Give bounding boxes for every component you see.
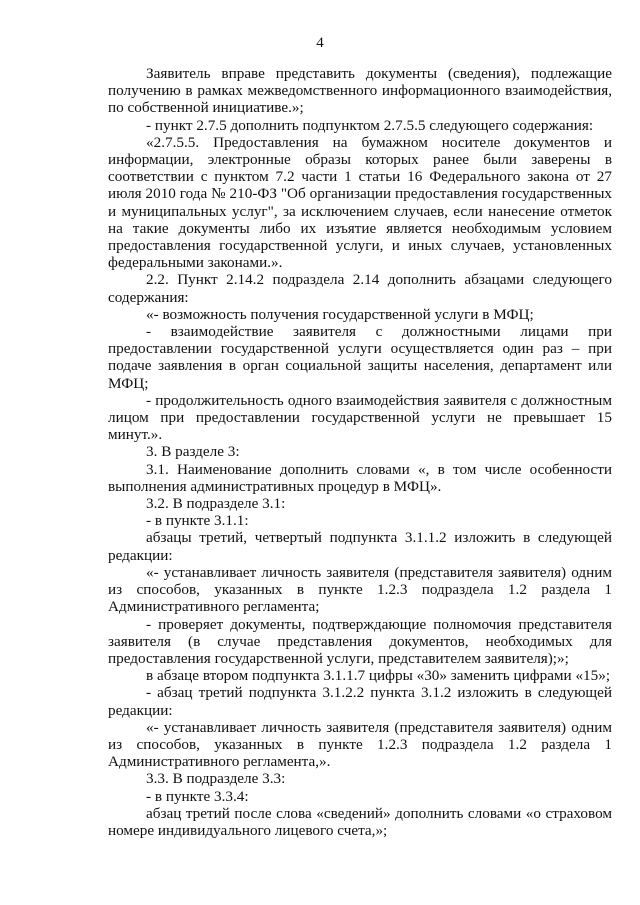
paragraph-17: «- устанавливает личность заявителя (представителя заявителя) одним из способов, указанных в пункте 1.2.3 подраздела 1.2 раздела 1 Административного регламента,». [108,718,612,771]
page-number: 4 [316,35,324,51]
paragraph-7: - продолжительность одного взаимодействия заявителя с должностным лицом при предоставлении государственной услуги не превышает 15 минут.». [108,391,612,444]
paragraph-14: - проверяет документы, подтверждающие полномочия представителя заявителя (в случае представления документов, необходимых для предоставления государственной услуги, представителем заявителя);»; [108,615,612,667]
document-body [108,65,612,839]
paragraph-19: - в пункте 3.3.4: [146,787,249,805]
paragraph-6: - взаимодействие заявителя с должностными лицами при предоставлении государственной услуги осуществляется один раз – при подаче заявления в орган социальной защиты населения, департамент или МФЦ; [108,323,612,392]
paragraph-5: «- возможность получения государственной услуги в МФЦ; [146,305,534,323]
paragraph-12: абзацы третий, четвертый подпункта 3.1.1.2 изложить в следующей редакции: [108,529,612,564]
paragraph-15: в абзаце втором подпункта 3.1.1.7 цифры «30» заменить цифрами «15»; [146,667,611,685]
paragraph-9: 3.1. Наименование дополнить словами «, в том числе особенности выполнения административных процедур в МФЦ». [108,460,612,495]
paragraph-3: «2.7.5.5. Предоставления на бумажном носителе документов и информации, электронные образы которых ранее были заверены в соответствии с пунктом 7.2 части 1 статьи 16 Федерального закона от 27 июля 2010 года № 210-ФЗ "Об организации предоставления государственных и муниципальных услуг", за исключением случаев, если нанесение отметок на такие документы либо их изъятие является необходимым условием предоставления государственной услуги, и иных случаев, установленных федеральными законами.». [108,133,612,272]
paragraph-8: 3. В разделе 3: [146,443,240,461]
paragraph-13: «- устанавливает личность заявителя (представителя заявителя) одним из способов, указанных в пункте 1.2.3 подраздела 1.2 раздела 1 Административного регламента; [108,563,612,616]
paragraph-18: 3.3. В подразделе 3.3: [146,770,286,788]
paragraph-1: Заявитель вправе представить документы (сведения), подлежащие получению в рамках межведомственного информационного взаимодействия, по собственной инициативе.»; [108,65,612,117]
paragraph-2: - пункт 2.7.5 дополнить подпунктом 2.7.5.5 следующего содержания: [146,116,594,134]
paragraph-4: 2.2. Пункт 2.14.2 подраздела 2.14 дополнить абзацами следующего содержания: [108,271,612,306]
paragraph-10: 3.2. В подразделе 3.1: [146,495,286,513]
paragraph-16: - абзац третий подпункта 3.1.2.2 пункта 3.1.2 изложить в следующей редакции: [108,684,612,719]
paragraph-11: - в пункте 3.1.1: [146,512,249,530]
paragraph-20: абзац третий после слова «сведений» дополнить словами «о страховом номере индивидуального лицевого счета,»; [108,804,612,839]
